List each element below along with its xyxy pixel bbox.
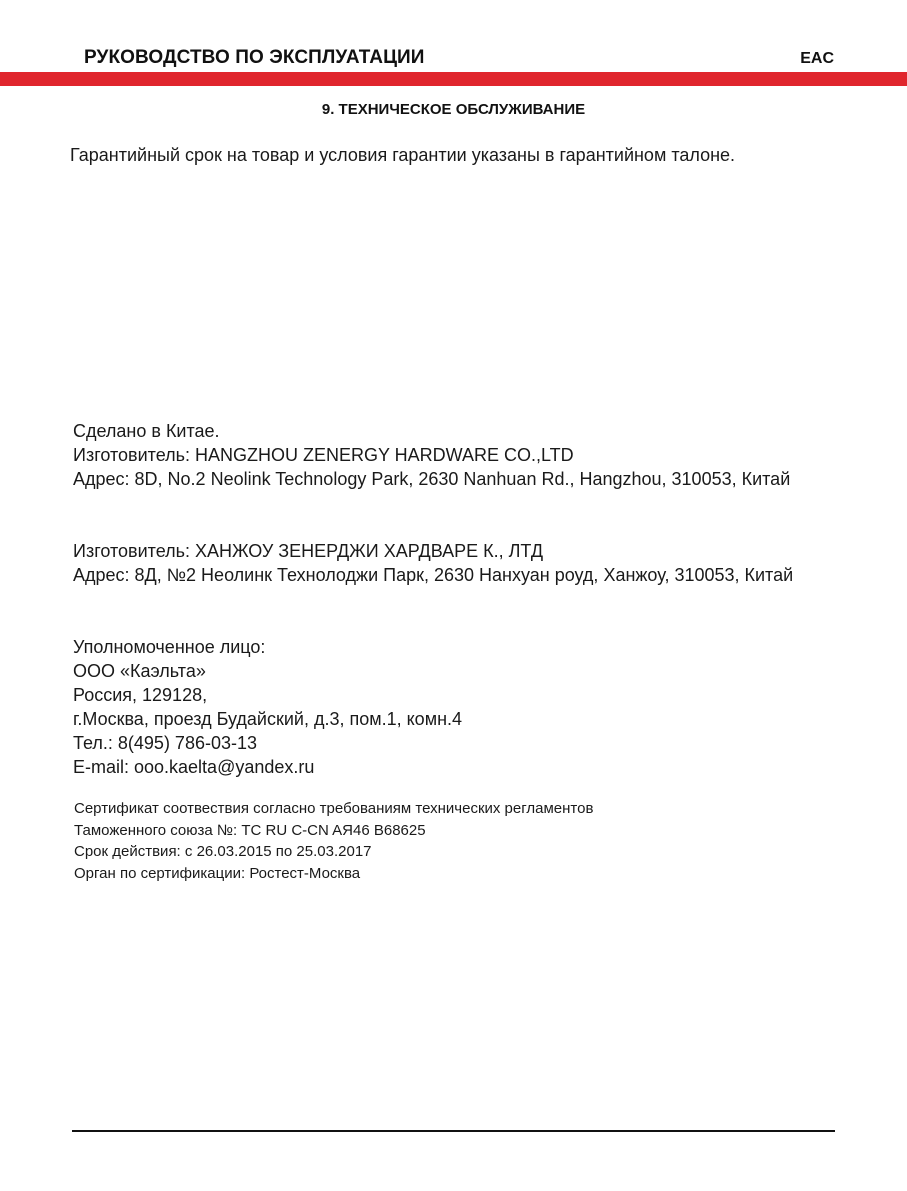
manufacturer-en-address: Адрес: 8D, No.2 Neolink Technology Park, 2630 Nanhuan Rd., Hangzhou, 310053, Китай — [73, 469, 791, 489]
representative-email: E-mail: ooo.kaelta@yandex.ru — [73, 757, 315, 777]
certificate-line-4: Орган по сертификации: Ростест-Москва — [74, 864, 361, 882]
representative-label: Уполномоченное лицо: — [73, 637, 266, 657]
representative-block — [73, 635, 835, 779]
representative-street: г.Москва, проезд Будайский, д.3, пом.1, комн.4 — [73, 709, 463, 729]
representative-phone: Тел.: 8(495) 786-03-13 — [73, 733, 257, 753]
made-in-text: Сделано в Китае. — [73, 421, 220, 441]
section-title: 9. ТЕХНИЧЕСКОЕ ОБСЛУЖИВАНИЕ — [321, 101, 586, 118]
representative-country-zip: Россия, 129128, — [73, 685, 208, 705]
warranty-text: Гарантийный срок на товар и условия гарантии указаны в гарантийном талоне. — [70, 145, 736, 165]
manufacturer-en-name: Изготовитель: HANGZHOU ZENERGY HARDWARE CO.,LTD — [73, 445, 574, 465]
eac-mark: EAC — [800, 50, 834, 67]
certificate-block — [74, 798, 593, 884]
header-red-band — [0, 72, 907, 86]
manufacturer-ru-address: Адрес: 8Д, №2 Неолинк Технолоджи Парк, 2630 Нанхуан роуд, Ханжоу, 310053, Китай — [73, 565, 794, 585]
representative-company: ООО «Каэльта» — [73, 661, 206, 681]
manufacturer-en-block — [73, 419, 835, 491]
certificate-line-2: Таможенного союза №: TC RU C-CN AЯ46 B68625 — [74, 821, 426, 839]
manufacturer-ru-block — [73, 539, 835, 587]
document-header-title: РУКОВОДСТВО ПО ЭКСПЛУАТАЦИИ — [84, 47, 425, 68]
footer-divider — [72, 1130, 835, 1132]
certificate-line-3: Срок действия: с 26.03.2015 по 25.03.2017 — [74, 843, 372, 860]
certificate-line-1: Сертификат соотвествия согласно требованиям технических регламентов — [74, 800, 594, 817]
manufacturer-ru-name: Изготовитель: ХАНЖОУ ЗЕНЕРДЖИ ХАРДВАРЕ К., ЛТД — [73, 541, 544, 561]
